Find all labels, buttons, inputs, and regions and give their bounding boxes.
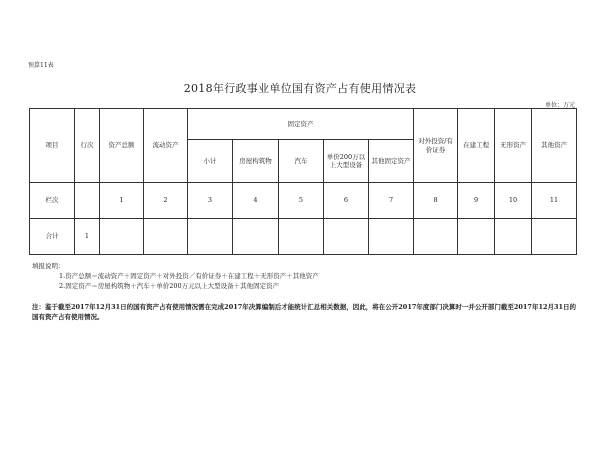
table-cell: 8 <box>414 183 458 219</box>
table-cell <box>144 219 188 255</box>
header-other-assets: 其他资产 <box>532 109 577 183</box>
note-item: 2.固定资产＝房屋构筑物＋汽车＋单价200万元以上大型设备＋其他固定资产 <box>59 281 280 290</box>
notes-heading: 填报说明： <box>32 262 65 270</box>
asset-table <box>29 108 577 255</box>
document-code: 预算11表 <box>28 62 54 69</box>
header-buildings: 房屋构筑物 <box>233 140 279 183</box>
header-investments: 对外投资/有价证券 <box>414 109 458 183</box>
table-cell: 2 <box>144 183 188 219</box>
table-cell <box>495 219 532 255</box>
page-title: 2018年行政事业单位国有资产占有使用情况表 <box>183 82 417 95</box>
table-cell: 9 <box>458 183 495 219</box>
table-cell <box>279 219 324 255</box>
table-cell: 10 <box>495 183 532 219</box>
header-row-1 <box>30 109 577 140</box>
header-vehicles: 汽车 <box>279 140 324 183</box>
table-cell <box>233 219 279 255</box>
table-cell <box>100 219 144 255</box>
row-label: 栏次 <box>30 183 75 219</box>
header-subtotal: 小计 <box>188 140 233 183</box>
table-cell: 11 <box>532 183 577 219</box>
header-total-assets: 资产总额 <box>100 109 144 183</box>
note-item: 1.资产总额＝流动资产＋固定资产＋对外投资／有价证券＋在建工程＋无形资产＋其他资产 <box>59 271 319 280</box>
table-cell <box>532 219 577 255</box>
filling-notes <box>32 262 319 291</box>
table-cell: 7 <box>369 183 414 219</box>
table-cell: 3 <box>188 183 233 219</box>
footnote: 注：鉴于截至2017年12月31日的国有资产占有使用情况需在完成2017年决算编制后才能统计汇总相关数据，因此，将在公开2017年度部门决算时一并公开部门截至2017年12月31日的国有资产占有使用情况。 <box>32 303 577 322</box>
total-row <box>30 219 577 255</box>
table-cell <box>414 219 458 255</box>
header-construction: 在建工程 <box>458 109 495 183</box>
row-number <box>75 183 100 219</box>
table-cell: 6 <box>324 183 369 219</box>
row-number: 1 <box>75 219 100 255</box>
header-intangible: 无形资产 <box>495 109 532 183</box>
table-cell: 5 <box>279 183 324 219</box>
header-item: 项目 <box>30 109 75 183</box>
table-cell <box>188 219 233 255</box>
unit-label: 单位：万元 <box>544 102 575 109</box>
table-cell <box>369 219 414 255</box>
header-current-assets: 流动资产 <box>144 109 188 183</box>
table-cell: 4 <box>233 183 279 219</box>
header-fixed-assets: 固定资产 <box>188 109 414 140</box>
column-index-row <box>30 183 577 219</box>
header-other-fixed: 其他固定资产 <box>369 140 414 183</box>
table-cell <box>458 219 495 255</box>
header-row-no: 行次 <box>75 109 100 183</box>
header-large-equipment: 单价200万以上大型设备 <box>324 140 369 183</box>
row-label: 合计 <box>30 219 75 255</box>
table-cell: 1 <box>100 183 144 219</box>
table-cell <box>324 219 369 255</box>
